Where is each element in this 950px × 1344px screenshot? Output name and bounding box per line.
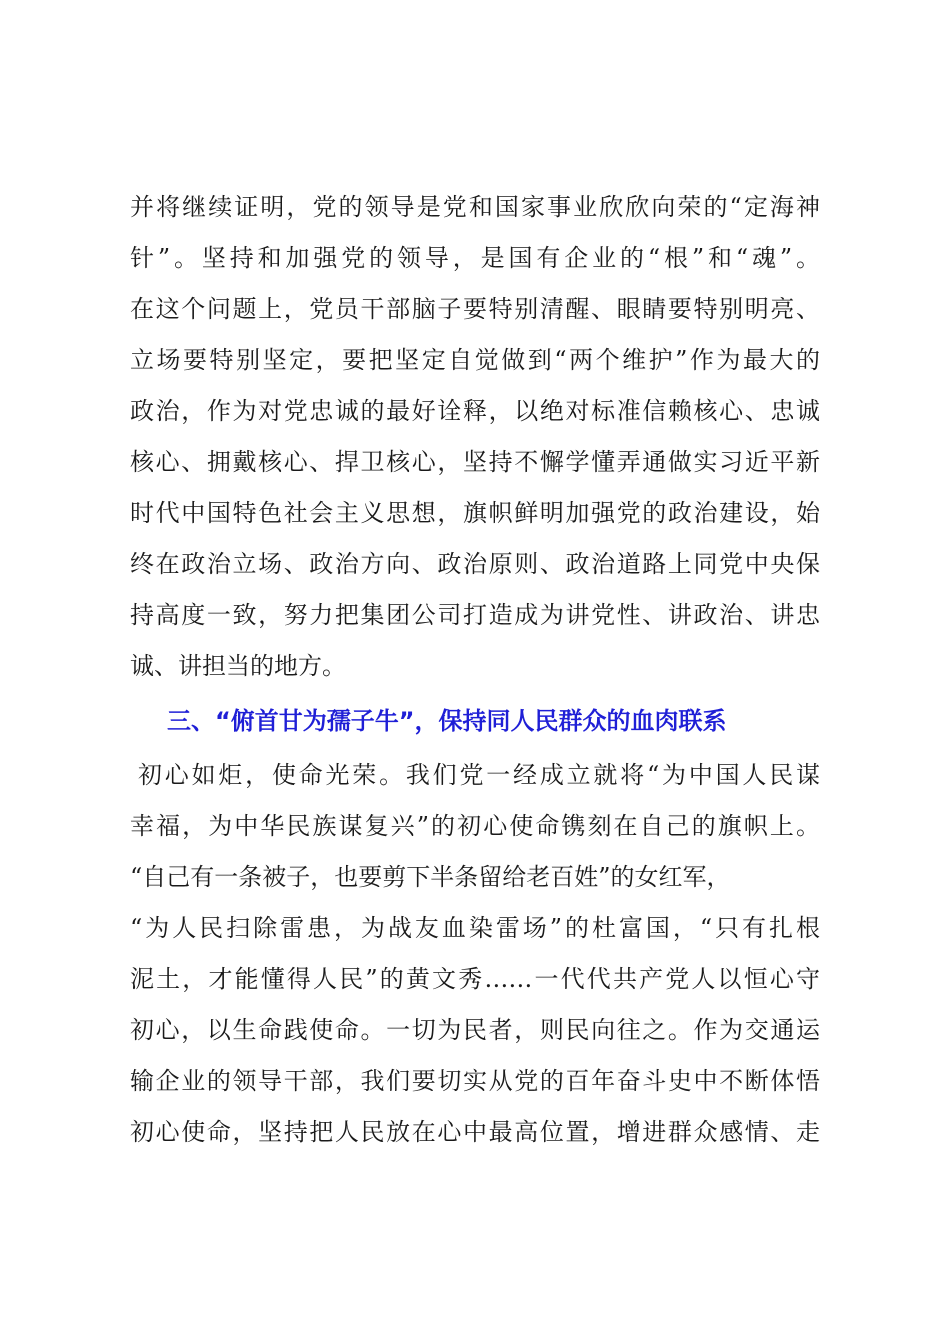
text-line: “为人民扫除雷患，为战友血染雷场”的杜富国，“只有扎根 [130, 914, 820, 942]
text-line: 核心、拥戴核心、捍卫核心，坚持不懈学懂弄通做实习近平新 [130, 448, 820, 476]
text-line: 诚、讲担当的地方。 [130, 652, 346, 680]
text-line: 时代中国特色社会主义思想，旗帜鲜明加强党的政治建设，始 [130, 499, 820, 527]
text-line: 针”。坚持和加强党的领导，是国有企业的“根”和“魂”。 [130, 244, 820, 272]
text-line: 在这个问题上，党员干部脑子要特别清醒、眼睛要特别明亮、 [130, 295, 820, 323]
text-line: 输企业的领导干部，我们要切实从党的百年奋斗史中不断体悟 [130, 1067, 820, 1095]
text-line: 初心如炬，使命光荣。我们党一经成立就将“为中国人民谋 [138, 761, 820, 789]
text-line: 终在政治立场、政治方向、政治原则、政治道路上同党中央保 [130, 550, 820, 578]
section-heading: 三、“俯首甘为孺子牛”，保持同人民群众的血肉联系 [167, 707, 727, 735]
text-line: 立场要特别坚定，要把坚定自觉做到“两个维护”作为最大的 [130, 346, 820, 374]
text-line: 初心，以生命践使命。一切为民者，则民向往之。作为交通运 [130, 1016, 820, 1044]
text-line: 泥土，才能懂得人民”的黄文秀……一代代共产党人以恒心守 [130, 965, 820, 993]
text-line: “自己有一条被子，也要剪下半条留给老百姓”的女红军， [130, 863, 731, 891]
text-line: 持高度一致，努力把集团公司打造成为讲党性、讲政治、讲忠 [130, 601, 820, 629]
text-line: 初心使命，坚持把人民放在心中最高位置，增进群众感情、走 [130, 1118, 820, 1146]
paragraph-2 [130, 750, 820, 1158]
document-body [130, 182, 820, 1158]
paragraph-1 [130, 182, 820, 692]
text-line: 政治，作为对党忠诚的最好诠释，以绝对标准信赖核心、忠诚 [130, 397, 820, 425]
text-line: 幸福，为中华民族谋复兴”的初心使命镌刻在自己的旗帜上。 [130, 812, 820, 840]
text-line: 并将继续证明，党的领导是党和国家事业欣欣向荣的“定海神 [130, 193, 820, 221]
